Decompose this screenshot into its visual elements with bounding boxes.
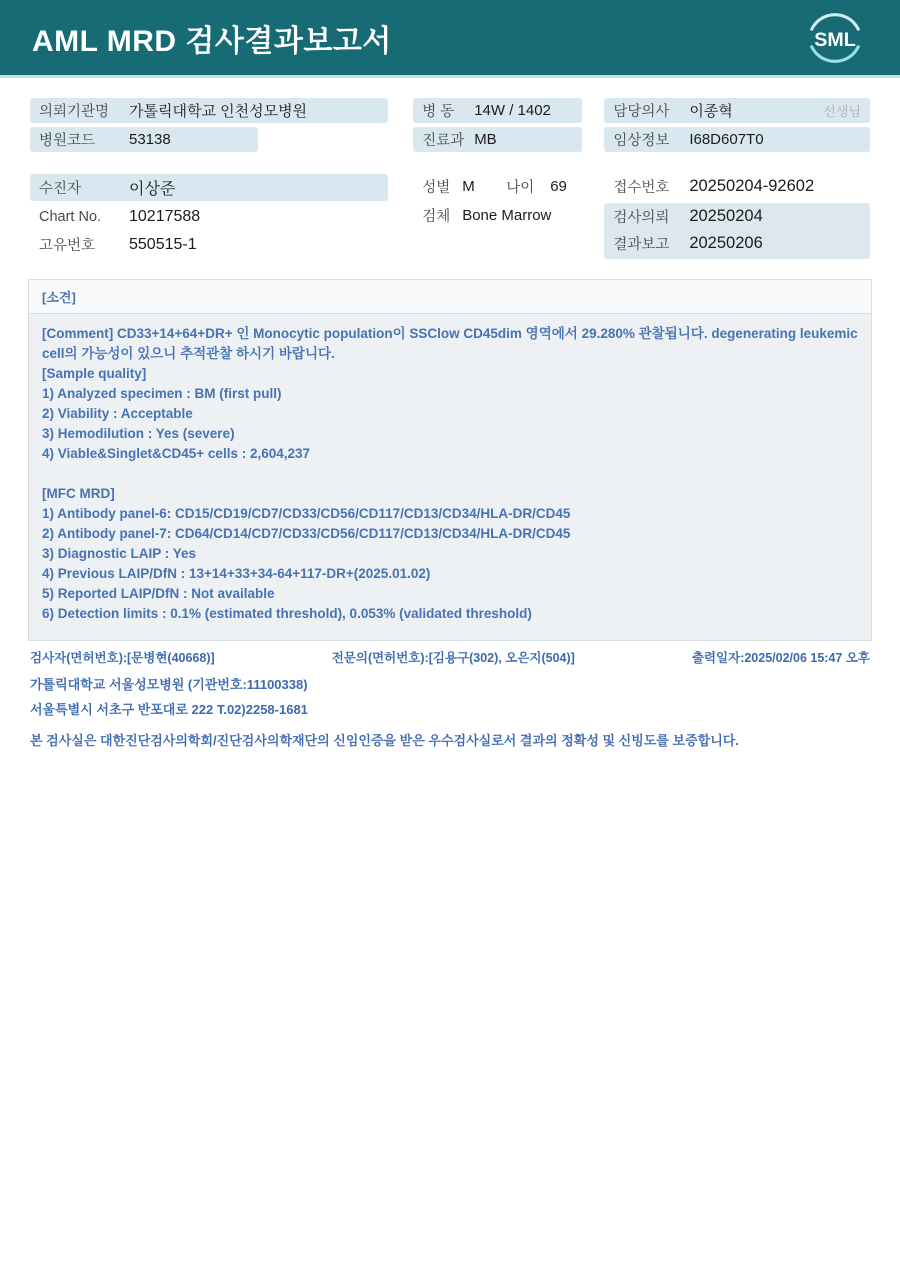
sex-label: 성별	[422, 180, 451, 196]
finding-line: 4) Viable&Singlet&CD45+ cells : 2,604,237	[42, 445, 311, 461]
info-section-1	[30, 98, 870, 156]
field-hospital-code	[30, 127, 258, 152]
finding-line: 1) Antibody panel-6: CD15/CD19/CD7/CD33/CD56/CD117/CD13/CD34/HLA-DR/CD45	[42, 505, 571, 521]
finding-line: 3) Diagnostic LAIP : Yes	[42, 545, 197, 561]
finding-line: 2) Antibody panel-7: CD64/CD14/CD7/CD33/CD56/CD117/CD13/CD34/HLA-DR/CD45	[42, 525, 571, 541]
field-specimen	[413, 203, 582, 228]
finding-line	[42, 464, 858, 484]
doctor-suffix: 선생님	[823, 104, 861, 119]
findings-box	[28, 279, 872, 641]
info-section-2	[30, 174, 870, 261]
report-footer	[28, 641, 872, 752]
department-label: 진료과	[422, 133, 465, 149]
finding-line: [Comment] CD33+14+64+DR+ 인 Monocytic population이 SSClow CD45dim 영역에서 29.280% 관찰됩니다. degenerating leukemic cell의 가능성이 있으니 추적관찰 하시기 바랍니다.	[42, 326, 862, 361]
finding-line: 2) Viability : Acceptable	[42, 405, 193, 421]
unique-id-value: 550515-1	[129, 235, 197, 253]
page-title: AML MRD 검사결과보고서	[32, 24, 392, 58]
field-receipt-no	[604, 174, 870, 199]
field-report-date	[604, 231, 870, 256]
specialist-info: 전문의(면허번호):[김용구(302), 오은지(504)]	[331, 650, 575, 665]
patient-name-value: 이상준	[129, 181, 176, 198]
field-clinical-info	[604, 127, 870, 152]
field-doctor	[604, 98, 870, 123]
department-value: MB	[474, 131, 497, 148]
report-date-label: 결과보고	[613, 237, 670, 253]
ward-label: 병 동	[422, 104, 455, 120]
field-ward	[413, 98, 582, 123]
field-chart-no	[30, 205, 388, 228]
age-value: 69	[550, 178, 567, 195]
hospital-code-label: 병원코드	[39, 133, 96, 149]
lab-address: 서울특별시 서초구 반포대로 222 T.02)2258-1681	[30, 701, 308, 717]
clinical-info-value: I68D607T0	[689, 131, 764, 148]
finding-line: [Sample quality]	[42, 365, 147, 381]
sex-pair	[422, 176, 506, 197]
finding-line: 3) Hemodilution : Yes (severe)	[42, 425, 235, 441]
receipt-no-label: 접수번호	[613, 180, 670, 196]
specimen-label: 검체	[422, 209, 451, 225]
request-date-label: 검사의뢰	[613, 210, 670, 226]
clinical-info-label: 임상정보	[613, 133, 670, 149]
hospital-code-value: 53138	[129, 131, 171, 148]
field-ordering-org	[30, 98, 388, 123]
receipt-no-value: 20250204-92602	[689, 177, 815, 195]
signature-row	[28, 641, 872, 671]
ward-value: 14W / 1402	[474, 102, 551, 119]
finding-line: 5) Reported LAIP/DfN : Not available	[42, 585, 275, 601]
patient-info	[0, 78, 900, 261]
findings-header: [소견]	[29, 280, 871, 314]
unique-id-label: 고유번호	[39, 238, 96, 254]
age-pair	[506, 176, 567, 197]
print-date: 출력일자:2025/02/06 15:47 오후	[691, 650, 870, 665]
ordering-org-value: 가톨릭대학교 인천성모병원	[129, 103, 308, 120]
doctor-value: 이종혁	[689, 103, 733, 120]
field-unique-id	[30, 232, 388, 257]
chart-no-value: 10217588	[129, 207, 201, 225]
sex-value: M	[462, 178, 475, 195]
doctor-label: 담당의사	[613, 104, 670, 120]
field-sex-age	[413, 174, 582, 199]
lab-hospital: 가톨릭대학교 서울성모병원 (기관번호:11100338)	[30, 676, 308, 692]
field-department	[413, 127, 582, 152]
svg-text:SML: SML	[814, 28, 856, 51]
examiner-info: 검사자(면허번호):[문병현(40668)]	[30, 650, 215, 665]
report-date-value: 20250206	[689, 234, 763, 252]
test-dates-block	[604, 203, 870, 259]
finding-line: 1) Analyzed specimen : BM (first pull)	[42, 385, 282, 401]
chart-no-label: Chart No.	[39, 208, 102, 225]
field-request-date	[604, 204, 870, 229]
findings-body	[29, 314, 871, 640]
age-label: 나이	[506, 180, 535, 196]
specimen-value: Bone Marrow	[462, 207, 552, 224]
ordering-org-label: 의뢰기관명	[39, 104, 110, 120]
request-date-value: 20250204	[689, 207, 763, 225]
accreditation-statement: 본 검사실은 대한진단검사의학회/진단검사의학재단의 신임인증을 받은 우수검사실로서 결과의 정확성 및 신빙도를 보증합니다.	[30, 732, 739, 748]
report-header	[0, 0, 900, 78]
finding-line: [MFC MRD]	[42, 485, 115, 501]
finding-line: 4) Previous LAIP/DfN : 13+14+33+34-64+117-DR+(2025.01.02)	[42, 565, 431, 581]
sml-logo-icon	[804, 7, 866, 69]
finding-line: 6) Detection limits : 0.1% (estimated threshold), 0.053% (validated threshold)	[42, 605, 532, 621]
field-patient-name	[30, 174, 388, 201]
patient-name-label: 수진자	[39, 181, 82, 197]
